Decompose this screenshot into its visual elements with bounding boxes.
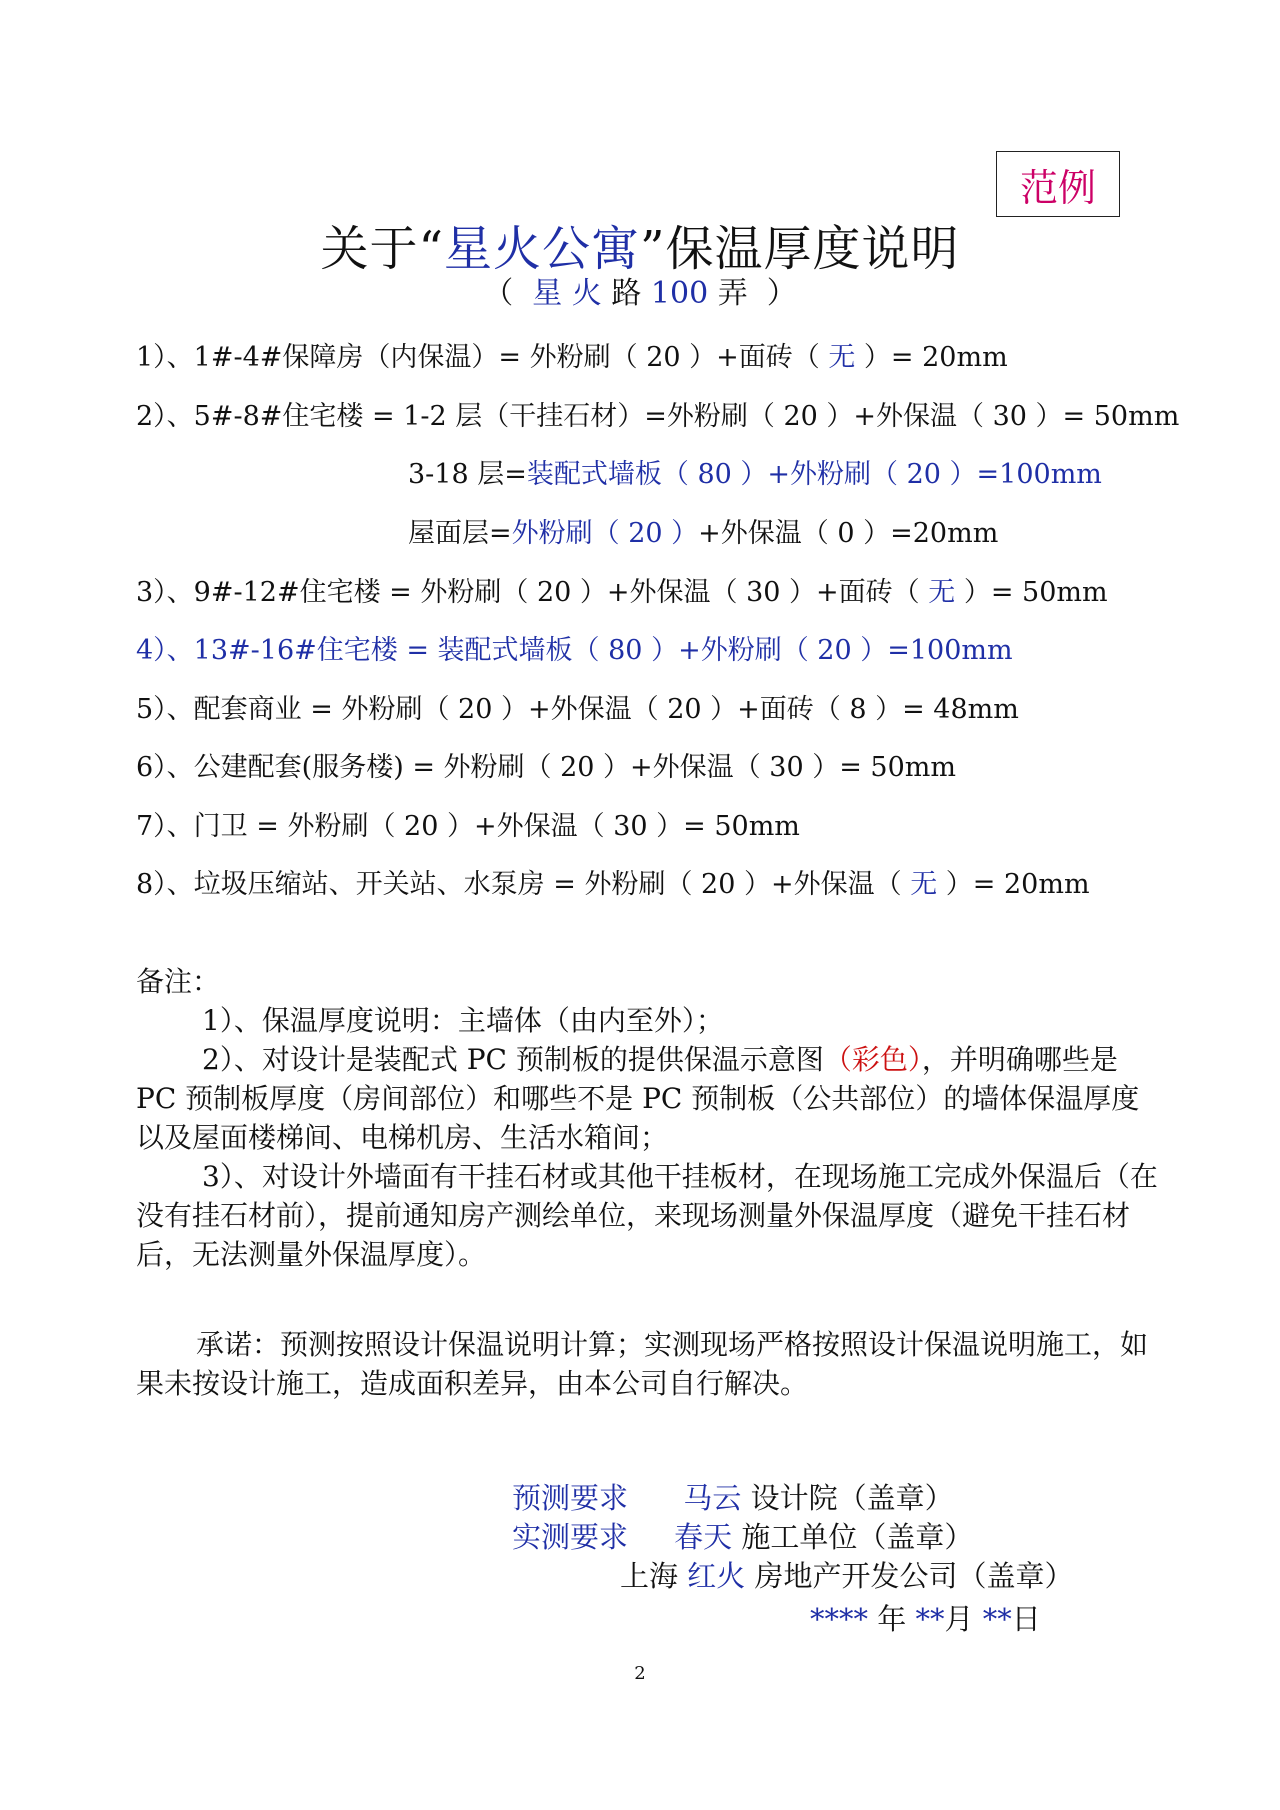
subtitle-road: 星 火 (532, 276, 602, 311)
item-5: 5）、配套商业 = 外粉刷（ 20 ）+外保温（ 20 ）+面砖（ 8 ）= 48mm (136, 694, 1019, 725)
item-8-result: ）= 20mm (937, 869, 1090, 900)
item-3-value: 无 (928, 577, 956, 608)
note-2-text: 2）、对设计是装配式 PC 预制板的提供保温示意图 (202, 1043, 824, 1076)
signature-survey (512, 1515, 973, 1556)
note-1: 1）、保温厚度说明：主墙体（由内至外）； (202, 1004, 724, 1037)
note-2-rest: ，并明确哪些是 PC 预制板厚度（房间部位）和哪些不是 PC 预制板（公共部位）的墙体保温厚度以及屋面楼梯间、电梯机房、生活水箱间； (136, 1043, 1140, 1154)
signature-date (810, 1597, 1041, 1638)
item-1-value: 无 (828, 342, 856, 373)
item-3-result: ）= 50mm (955, 577, 1108, 608)
note-3: 3）、对设计外墙面有干挂石材或其他干挂板材，在现场施工完成外保温后（在没有挂石材前），提前通知房产测绘单位，来现场测量外保温厚度（避免干挂石材后，无法测量外保温厚度）。 (136, 1160, 1158, 1271)
item-8 (136, 862, 1090, 901)
item-2-floors-formula: 装配式墙板（ 80 ）+外粉刷（ 20 ）=100mm (526, 459, 1102, 490)
date-day-word: 日 (1011, 1602, 1041, 1636)
title-suffix: ”保温厚度说明 (640, 221, 960, 277)
signature-developer-city: 上海 (620, 1559, 679, 1593)
notes-section (136, 962, 1166, 1274)
item-1 (136, 335, 1008, 374)
item-4: 4）、13#-16#住宅楼 = 装配式墙板（ 80 ）+外粉刷（ 20 ）=100mm (136, 635, 1013, 666)
signature-forecast-org: 设计院（盖章） (750, 1481, 954, 1515)
title-prefix: 关于“ (320, 221, 444, 277)
page-subtitle (0, 268, 1280, 312)
subtitle-open: （ (483, 276, 514, 311)
subtitle-close: ） (766, 276, 797, 311)
item-6: 6）、公建配套(服务楼) = 外粉刷（ 20 ）+外保温（ 30 ）= 50mm (136, 752, 956, 783)
item-7: 7）、门卫 = 外粉刷（ 20 ）+外保温（ 30 ）= 50mm (136, 811, 800, 842)
item-2-floors (408, 452, 1102, 491)
signature-developer-name: 红火 (687, 1559, 746, 1593)
date-month-word: 月 (944, 1602, 974, 1636)
item-3-text: 3）、9#-12#住宅楼 = 外粉刷（ 20 ）+外保温（ 30 ）+面砖（ (136, 577, 929, 608)
signature-survey-name: 春天 (674, 1520, 733, 1554)
promise-statement: 承诺：预测按照设计保温说明计算；实测现场严格按照设计保温说明施工，如果未按设计施工，造成面积差异，由本公司自行解决。 (136, 1328, 1149, 1400)
item-2-roof-plaster: 外粉刷（ 20 ） (511, 518, 699, 549)
item-2-roof-label: 屋面层= (408, 518, 512, 549)
item-8-value: 无 (910, 869, 938, 900)
date-year: **** (810, 1602, 868, 1636)
item-2: 2）、5#-8#住宅楼 = 1-2 层（干挂石材）=外粉刷（ 20 ）+外保温（ 30 ）= 50mm (136, 401, 1180, 432)
sample-stamp-text: 范例 (1019, 165, 1096, 210)
date-year-word: 年 (877, 1602, 907, 1636)
item-2-roof-rest: +外保温（ 0 ）=20mm (698, 518, 999, 549)
page-number: 2 (634, 1663, 646, 1684)
signature-forecast-name: 马云 (683, 1481, 742, 1515)
item-3 (136, 570, 1108, 609)
subtitle-number: 100 (650, 276, 709, 311)
title-project-name: 星火公寓 (443, 221, 640, 277)
date-month: ** (915, 1602, 945, 1636)
item-1-text: 1）、1#-4#保障房（内保温）= 外粉刷（ 20 ）+面砖（ (136, 342, 829, 373)
item-2-roof (408, 511, 998, 550)
signature-survey-org: 施工单位（盖章） (741, 1520, 974, 1554)
signature-forecast-label: 预测要求 (512, 1481, 629, 1515)
item-2-floors-label: 3-18 层= (408, 459, 527, 490)
item-8-text: 8）、垃圾压缩站、开关站、水泵房 = 外粉刷（ 20 ）+外保温（ (136, 869, 911, 900)
sample-stamp (996, 151, 1120, 217)
signature-forecast (512, 1476, 954, 1517)
signature-developer-org: 房地产开发公司（盖章） (754, 1559, 1074, 1593)
signature-developer (620, 1554, 1073, 1595)
subtitle-lane: 弄 (717, 276, 748, 311)
item-1-result: ）= 20mm (855, 342, 1008, 373)
notes-heading: 备注： (136, 965, 221, 998)
signature-survey-label: 实测要求 (512, 1520, 629, 1554)
subtitle-road-word: 路 (611, 276, 642, 311)
note-2-highlight: （彩色） (823, 1043, 922, 1076)
date-day: ** (982, 1602, 1012, 1636)
note-2 (136, 1040, 1166, 1157)
